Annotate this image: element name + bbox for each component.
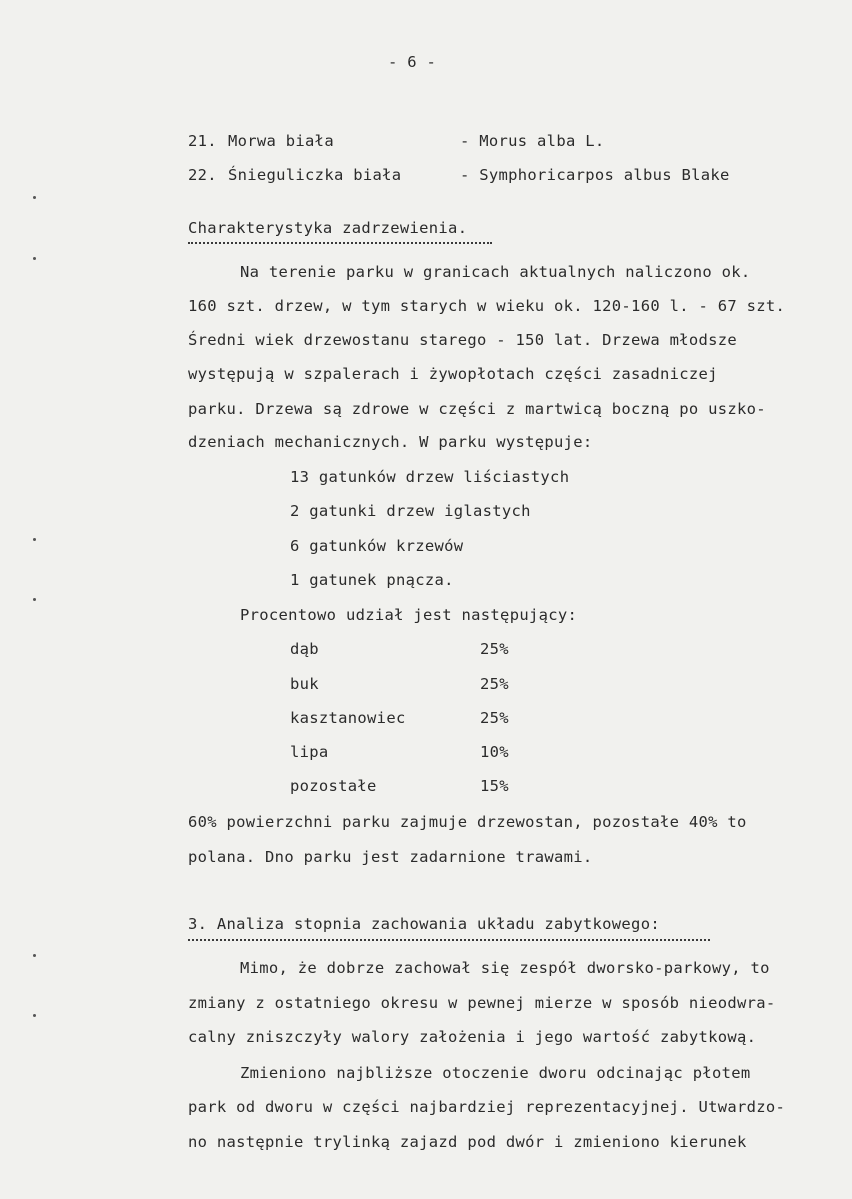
share-name: lipa — [290, 743, 329, 761]
section-heading: Charakterystyka zadrzewienia. — [188, 219, 468, 237]
paragraph-line: Na terenie parku w granicach aktualnych naliczono ok. — [240, 263, 751, 281]
heading-underline — [188, 939, 710, 941]
heading-underline — [188, 242, 492, 244]
species-number: 21. — [188, 132, 217, 150]
share-percent: 25% — [480, 709, 509, 727]
species-polish-name: Morwa biała — [228, 132, 334, 150]
species-number: 22. — [188, 166, 217, 184]
species-count-item: 1 gatunek pnącza. — [290, 571, 454, 589]
paragraph-line: 60% powierzchni parku zajmuje drzewostan, pozostałe 40% to — [188, 813, 747, 831]
paragraph-line: park od dworu w części najbardziej reprezentacyjnej. Utwardzo- — [188, 1098, 786, 1116]
share-name: dąb — [290, 640, 319, 658]
share-percent: 15% — [480, 777, 509, 795]
paragraph-line: Mimo, że dobrze zachował się zespół dworsko-parkowy, to — [240, 959, 770, 977]
scan-mark — [33, 538, 36, 541]
share-percent: 10% — [480, 743, 509, 761]
share-percent: 25% — [480, 675, 509, 693]
share-percent: 25% — [480, 640, 509, 658]
scan-mark — [33, 196, 36, 199]
species-count-item: 6 gatunków krzewów — [290, 537, 464, 555]
page-number: - 6 - — [388, 53, 437, 71]
paragraph-line: zmiany z ostatniego okresu w pewnej mierze w sposób nieodwra- — [188, 994, 776, 1012]
scan-mark — [33, 954, 36, 957]
paragraph-line: Zmieniono najbliższe otoczenie dworu odcinając płotem — [240, 1064, 751, 1082]
paragraph-line: Średni wiek drzewostanu starego - 150 lat. Drzewa młodsze — [188, 331, 738, 349]
species-latin-name: - Symphoricarpos albus Blake — [460, 166, 730, 184]
share-name: pozostałe — [290, 777, 377, 795]
section-heading: 3. Analiza stopnia zachowania układu zabytkowego: — [188, 915, 660, 933]
paragraph-line: calny zniszczyły walory założenia i jego wartość zabytkową. — [188, 1028, 757, 1046]
paragraph-line: występują w szpalerach i żywopłotach części zasadniczej — [188, 365, 718, 383]
species-latin-name: - Morus alba L. — [460, 132, 605, 150]
scan-mark — [33, 1014, 36, 1017]
share-name: kasztanowiec — [290, 709, 406, 727]
species-count-item: 2 gatunki drzew iglastych — [290, 502, 531, 520]
paragraph-line: no następnie trylinką zajazd pod dwór i zmieniono kierunek — [188, 1133, 747, 1151]
share-name: buk — [290, 675, 319, 693]
share-intro: Procentowo udział jest następujący: — [240, 606, 578, 624]
paragraph-line: 160 szt. drzew, w tym starych w wieku ok. 120-160 l. - 67 szt. — [188, 297, 786, 315]
scan-mark — [33, 598, 36, 601]
species-count-item: 13 gatunków drzew liściastych — [290, 468, 570, 486]
paragraph-line: dzeniach mechanicznych. W parku występuje: — [188, 433, 593, 451]
scan-mark — [33, 257, 36, 260]
species-polish-name: Śnieguliczka biała — [228, 166, 402, 184]
paragraph-line: parku. Drzewa są zdrowe w części z martwicą boczną po uszko- — [188, 400, 766, 418]
paragraph-line: polana. Dno parku jest zadarnione trawami. — [188, 848, 593, 866]
